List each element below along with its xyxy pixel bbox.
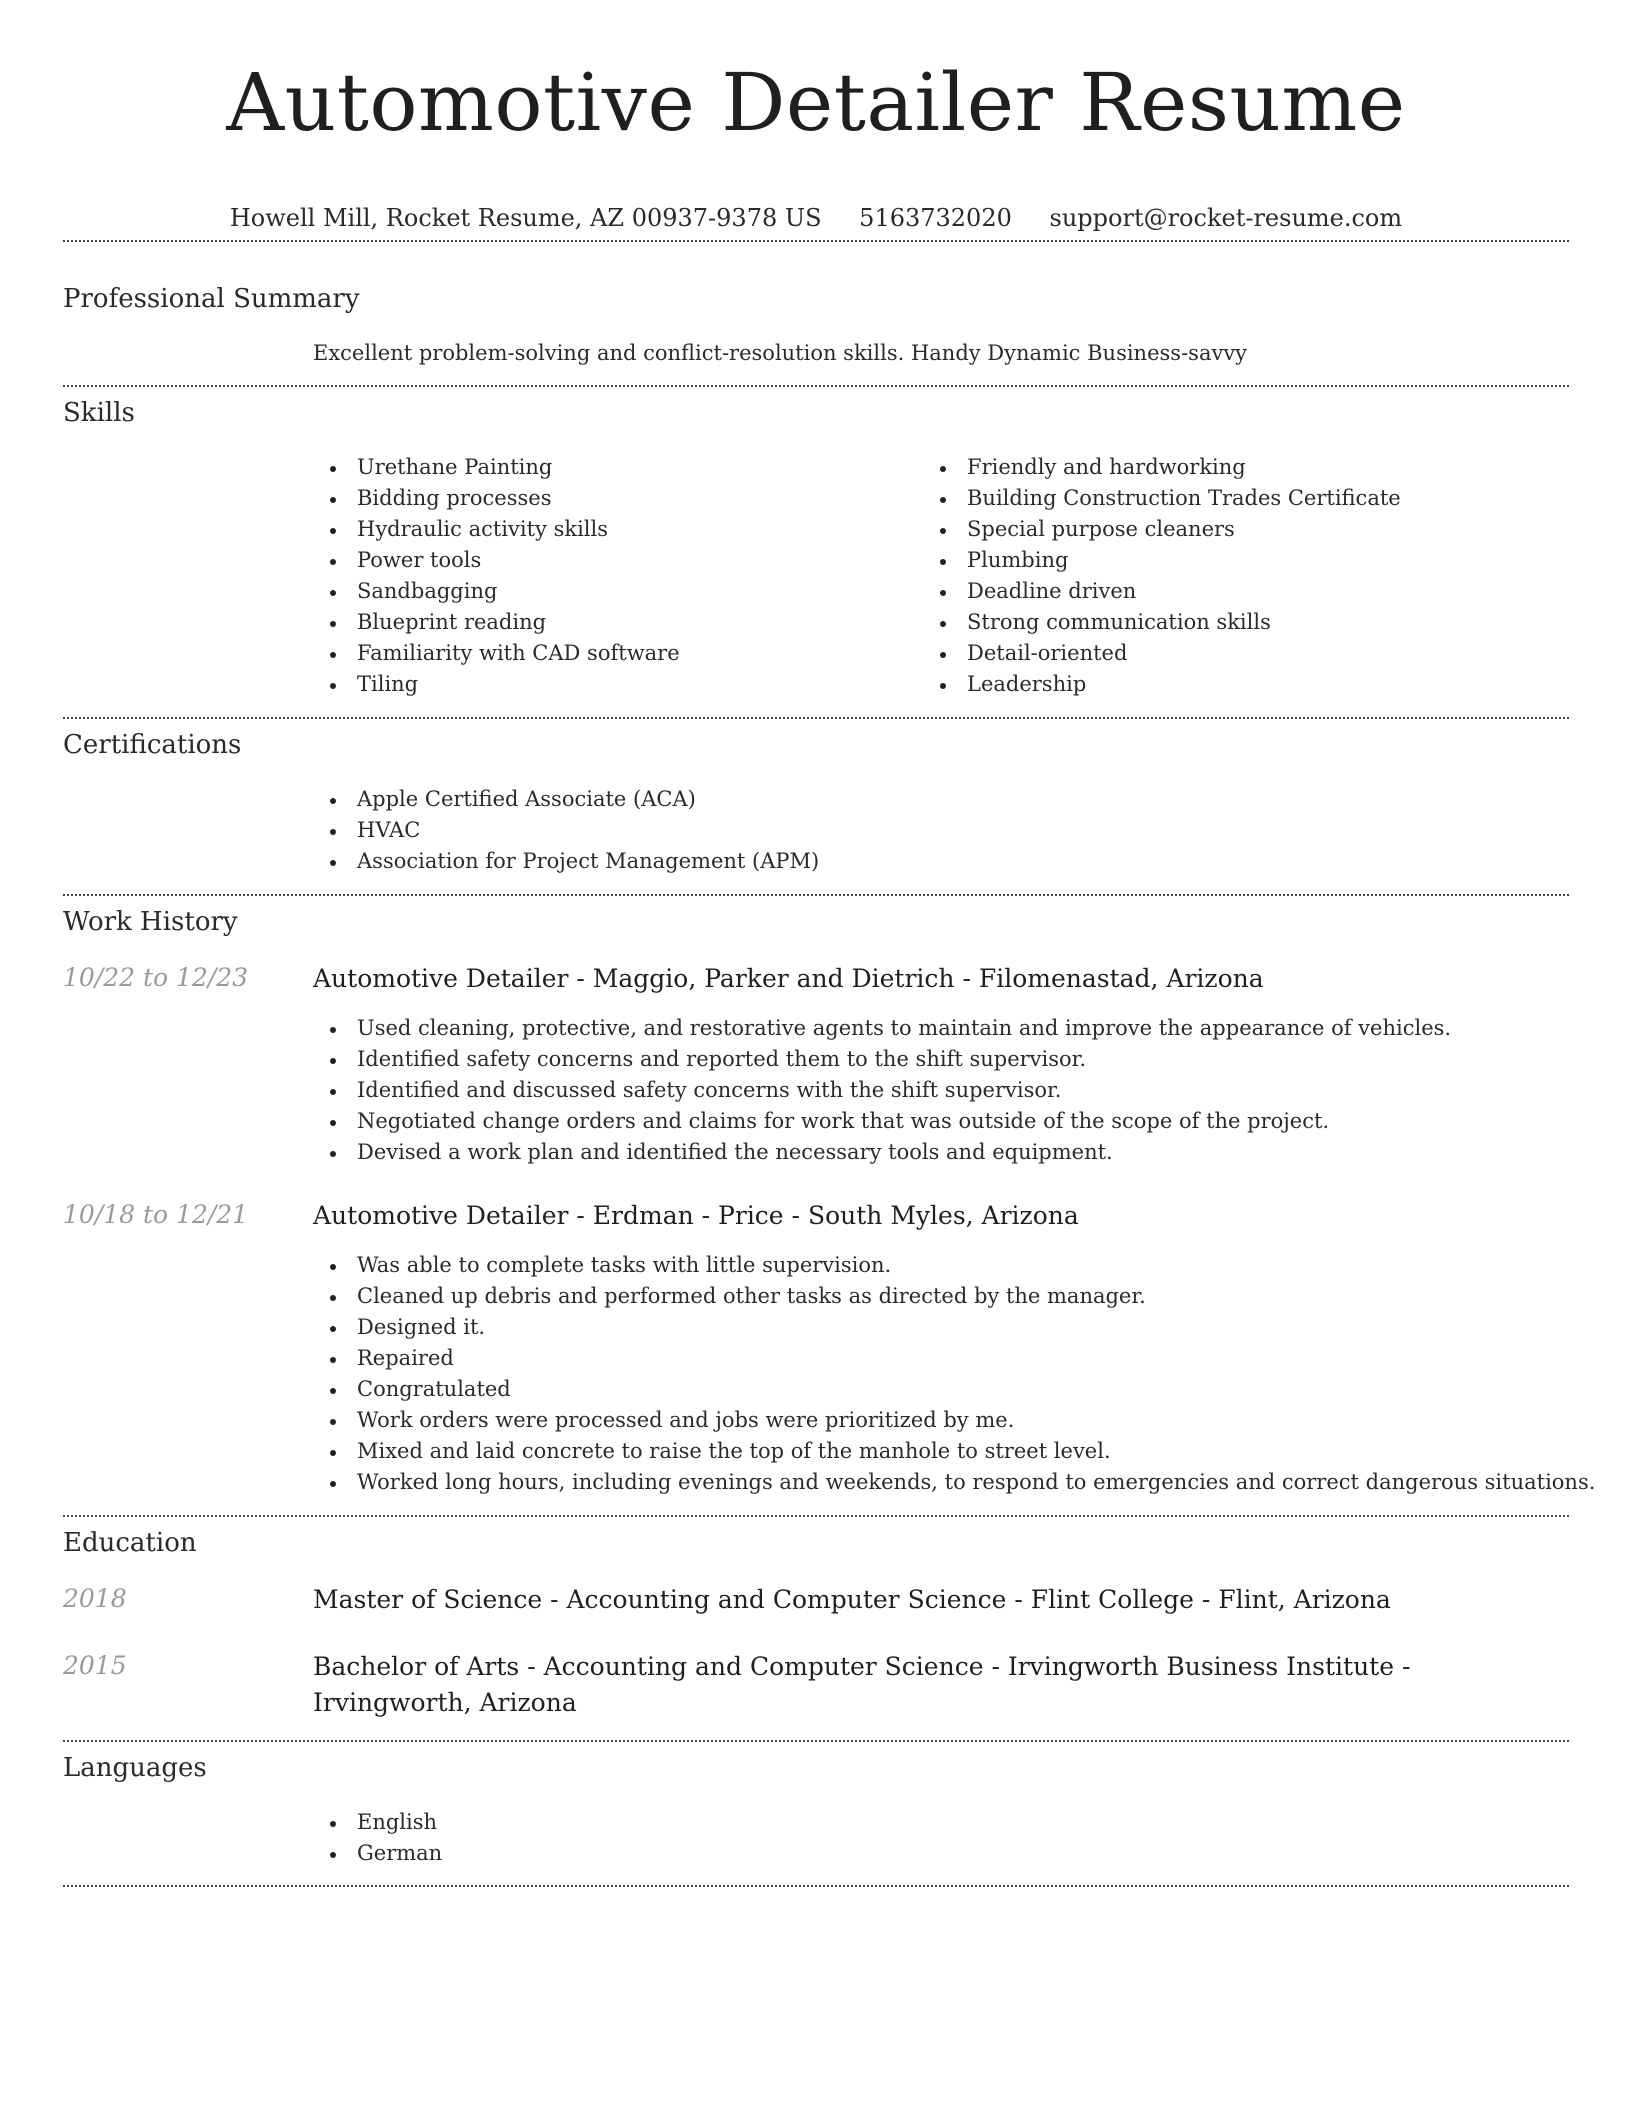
job-bullets: [313, 1250, 1595, 1498]
page-title: Automotive Detailer Resume: [226, 56, 1406, 149]
section-heading-languages: Languages: [63, 1753, 207, 1783]
skill-item: Building Construction Trades Certificate: [923, 483, 1401, 514]
section-heading-skills: Skills: [63, 398, 135, 428]
skill-item: Tiling: [313, 669, 680, 700]
job-dates: 10/18 to 12/21: [63, 1200, 249, 1229]
resume-header: [0, 55, 1632, 233]
job-bullet: Work orders were processed and jobs were prioritized by me.: [313, 1405, 1595, 1436]
skills-list-right: [923, 452, 1401, 700]
divider: [63, 1515, 1569, 1517]
skill-item: Bidding processes: [313, 483, 680, 514]
job-bullet: Used cleaning, protective, and restorative agents to maintain and improve the appearance of vehicles.: [313, 1013, 1451, 1044]
certifications-list: [313, 784, 819, 877]
skill-item: Special purpose cleaners: [923, 514, 1401, 545]
languages-list: [313, 1807, 442, 1869]
divider: [63, 717, 1569, 719]
job-title: Automotive Detailer - Erdman - Price - South Myles, Arizona: [313, 1201, 1079, 1230]
skill-item: Sandbagging: [313, 576, 680, 607]
skill-item: Urethane Painting: [313, 452, 680, 483]
section-heading-work-history: Work History: [63, 907, 238, 937]
skill-item: Power tools: [313, 545, 680, 576]
job-bullet: Worked long hours, including evenings and weekends, to respond to emergencies and correct dangerous situations.: [313, 1467, 1595, 1498]
job-bullet: Repaired: [313, 1343, 1595, 1374]
divider: [63, 240, 1569, 242]
skill-item: Strong communication skills: [923, 607, 1401, 638]
skill-item: Leadership: [923, 669, 1401, 700]
divider: [63, 1885, 1569, 1887]
job-bullet: Identified and discussed safety concerns with the shift supervisor.: [313, 1075, 1451, 1106]
job-bullet: Congratulated: [313, 1374, 1595, 1405]
skills-list-left: [313, 452, 680, 700]
language-item: German: [313, 1838, 442, 1869]
job-bullet: Devised a work plan and identified the necessary tools and equipment.: [313, 1137, 1451, 1168]
summary-text: Excellent problem-solving and conflict-resolution skills. Handy Dynamic Business-savvy: [313, 341, 1248, 365]
certification-item: Association for Project Management (APM): [313, 846, 819, 877]
education-year: 2015: [63, 1651, 127, 1680]
skill-item: Plumbing: [923, 545, 1401, 576]
divider: [63, 894, 1569, 896]
contact-line: [0, 203, 1632, 233]
divider: [63, 385, 1569, 387]
section-heading-certifications: Certifications: [63, 730, 242, 760]
divider: [63, 1740, 1569, 1742]
certification-item: HVAC: [313, 815, 819, 846]
section-heading-summary: Professional Summary: [63, 284, 360, 314]
job-bullet: Mixed and laid concrete to raise the top of the manhole to street level.: [313, 1436, 1595, 1467]
job-dates: 10/22 to 12/23: [63, 963, 249, 992]
education-degree: Master of Science - Accounting and Computer Science - Flint College - Flint, Arizona: [313, 1585, 1391, 1614]
language-item: English: [313, 1807, 442, 1838]
section-heading-education: Education: [63, 1528, 197, 1558]
certification-item: Apple Certified Associate (ACA): [313, 784, 819, 815]
job-bullet: Was able to complete tasks with little supervision.: [313, 1250, 1595, 1281]
skill-item: Detail-oriented: [923, 638, 1401, 669]
job-bullet: Cleaned up debris and performed other tasks as directed by the manager.: [313, 1281, 1595, 1312]
contact-email: support@rocket-resume.com: [1049, 204, 1403, 232]
contact-phone: 5163732020: [859, 204, 1012, 232]
job-bullet: Designed it.: [313, 1312, 1595, 1343]
education-degree: Bachelor of Arts - Accounting and Computer Science - Irvingworth Business Institute - Irvingworth, Arizona: [313, 1652, 1411, 1717]
contact-address: Howell Mill, Rocket Resume, AZ 00937-9378 US: [229, 204, 822, 232]
job-bullet: Identified safety concerns and reported them to the shift supervisor.: [313, 1044, 1451, 1075]
education-year: 2018: [63, 1584, 127, 1613]
skill-item: Familiarity with CAD software: [313, 638, 680, 669]
skill-item: Hydraulic activity skills: [313, 514, 680, 545]
job-title: Automotive Detailer - Maggio, Parker and Dietrich - Filomenastad, Arizona: [313, 964, 1264, 993]
skill-item: Friendly and hardworking: [923, 452, 1401, 483]
job-bullet: Negotiated change orders and claims for work that was outside of the scope of the project.: [313, 1106, 1451, 1137]
skill-item: Blueprint reading: [313, 607, 680, 638]
job-bullets: [313, 1013, 1451, 1168]
skill-item: Deadline driven: [923, 576, 1401, 607]
